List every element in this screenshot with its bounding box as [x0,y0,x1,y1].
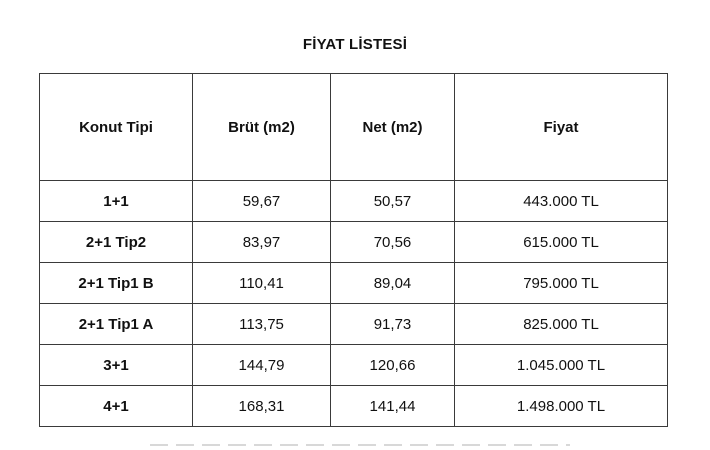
cell-price: 615.000 TL [455,222,668,263]
column-header-housing-type: Konut Tipi [40,74,193,181]
cell-price: 1.045.000 TL [455,345,668,386]
table-row [40,181,668,222]
table-row [40,386,668,427]
page-title: FİYAT LİSTESİ [302,36,408,53]
cell-housing-type: 4+1 [40,386,193,427]
table-row [40,222,668,263]
cell-price: 443.000 TL [455,181,668,222]
column-header-net-area: Net (m2) [331,74,455,181]
cell-gross-area: 59,67 [193,181,331,222]
table-row [40,304,668,345]
table-header-row [40,74,668,181]
cell-gross-area: 110,41 [193,263,331,304]
cell-net-area: 70,56 [331,222,455,263]
cell-price: 1.498.000 TL [455,386,668,427]
cell-price: 825.000 TL [455,304,668,345]
cell-housing-type: 2+1 Tip1 A [40,304,193,345]
cell-net-area: 91,73 [331,304,455,345]
table-row [40,263,668,304]
cell-gross-area: 168,31 [193,386,331,427]
table-row [40,345,668,386]
cell-gross-area: 83,97 [193,222,331,263]
faint-footer-line [150,444,570,446]
cell-gross-area: 113,75 [193,304,331,345]
cell-housing-type: 3+1 [40,345,193,386]
cell-gross-area: 144,79 [193,345,331,386]
column-header-price: Fiyat [455,74,668,181]
cell-price: 795.000 TL [455,263,668,304]
cell-housing-type: 1+1 [40,181,193,222]
cell-net-area: 120,66 [331,345,455,386]
column-header-gross-area: Brüt (m2) [193,74,331,181]
cell-housing-type: 2+1 Tip2 [40,222,193,263]
price-table [39,73,668,427]
cell-net-area: 141,44 [331,386,455,427]
cell-net-area: 89,04 [331,263,455,304]
cell-net-area: 50,57 [331,181,455,222]
cell-housing-type: 2+1 Tip1 B [40,263,193,304]
